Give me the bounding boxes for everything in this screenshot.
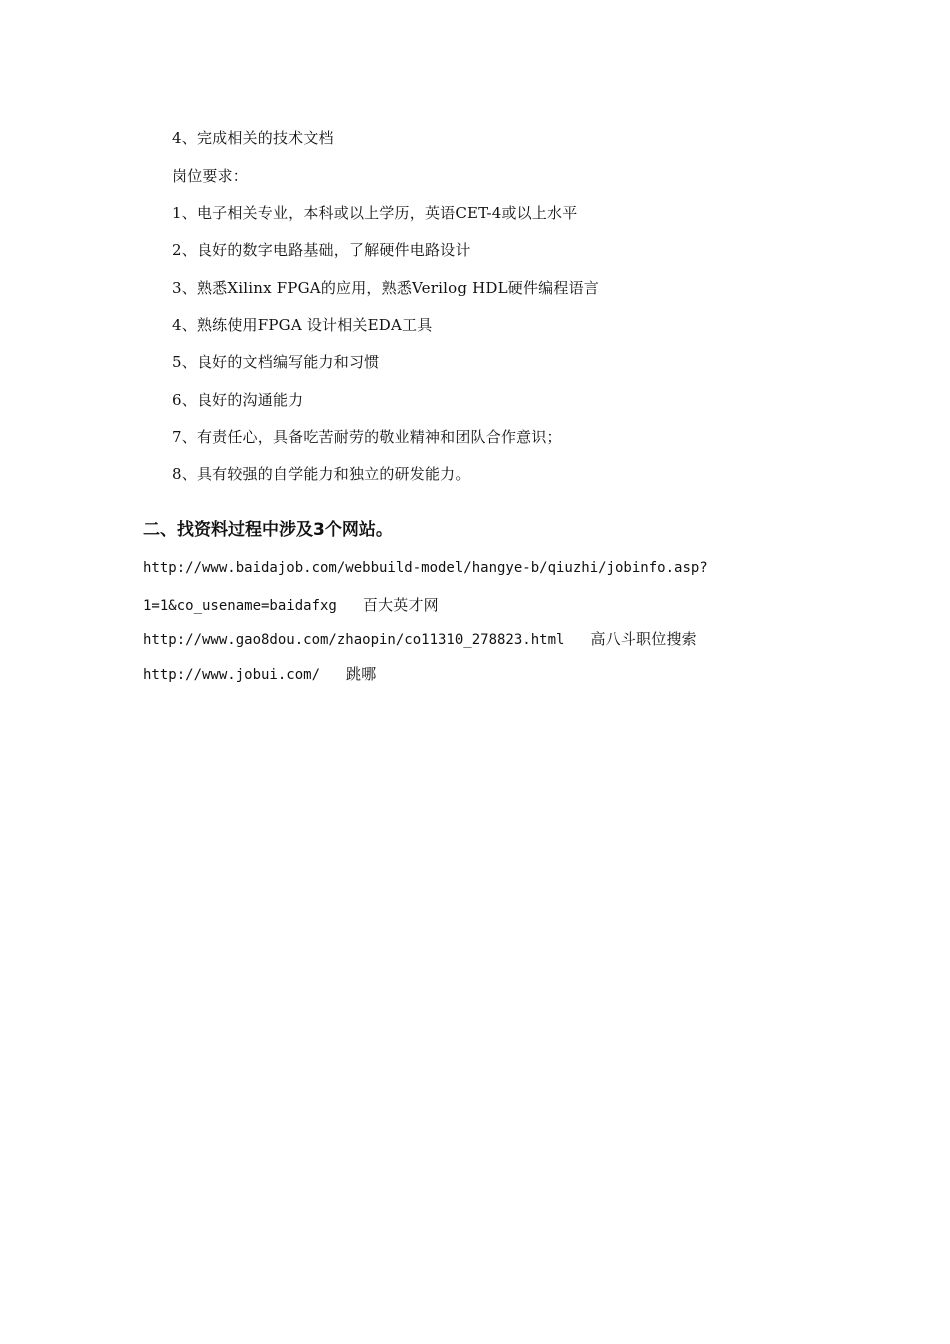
- duty-item-4: 4、完成相关的技术文档: [172, 129, 334, 147]
- site-2-name: 高八斗职位搜索: [590, 630, 697, 648]
- site-3-name: 跳哪: [346, 665, 377, 683]
- site-1-row: [143, 595, 439, 616]
- requirement-item-4: 4、熟练使用FPGA 设计相关EDA工具: [172, 316, 433, 334]
- requirement-item-1: 1、电子相关专业，本科或以上学历，英语CET-4或以上水平: [172, 204, 578, 222]
- site-3-row: [143, 664, 376, 685]
- site-2-url[interactable]: http://www.gao8dou.com/zhaopin/co11310_278823.html: [143, 632, 565, 648]
- site-1-url-line2[interactable]: 1=1&co_usename=baidafxg: [143, 598, 337, 614]
- requirement-item-7: 7、有责任心，具备吃苦耐劳的敬业精神和团队合作意识；: [172, 428, 562, 446]
- requirement-item-2: 2、良好的数字电路基础，了解硬件电路设计: [172, 241, 471, 259]
- requirements-title: 岗位要求：: [172, 167, 249, 185]
- site-3-url[interactable]: http://www.jobui.com/: [143, 667, 321, 683]
- requirement-item-6: 6、良好的沟通能力: [172, 391, 304, 409]
- requirement-item-5: 5、良好的文档编写能力和习惯: [172, 353, 380, 371]
- site-1-url-line1[interactable]: http://www.baidajob.com/webbuild-model/hangye-b/qiuzhi/jobinfo.asp?: [143, 560, 708, 576]
- requirement-item-8: 8、具有较强的自学能力和独立的研发能力。: [172, 465, 471, 483]
- site-2-row: [143, 629, 697, 650]
- requirement-item-3: 3、熟悉Xilinx FPGA的应用，熟悉Verilog HDL硬件编程语言: [172, 279, 599, 297]
- site-1-name: 百大英才网: [362, 596, 439, 614]
- section-heading: 二、找资料过程中涉及3个网站。: [143, 520, 393, 540]
